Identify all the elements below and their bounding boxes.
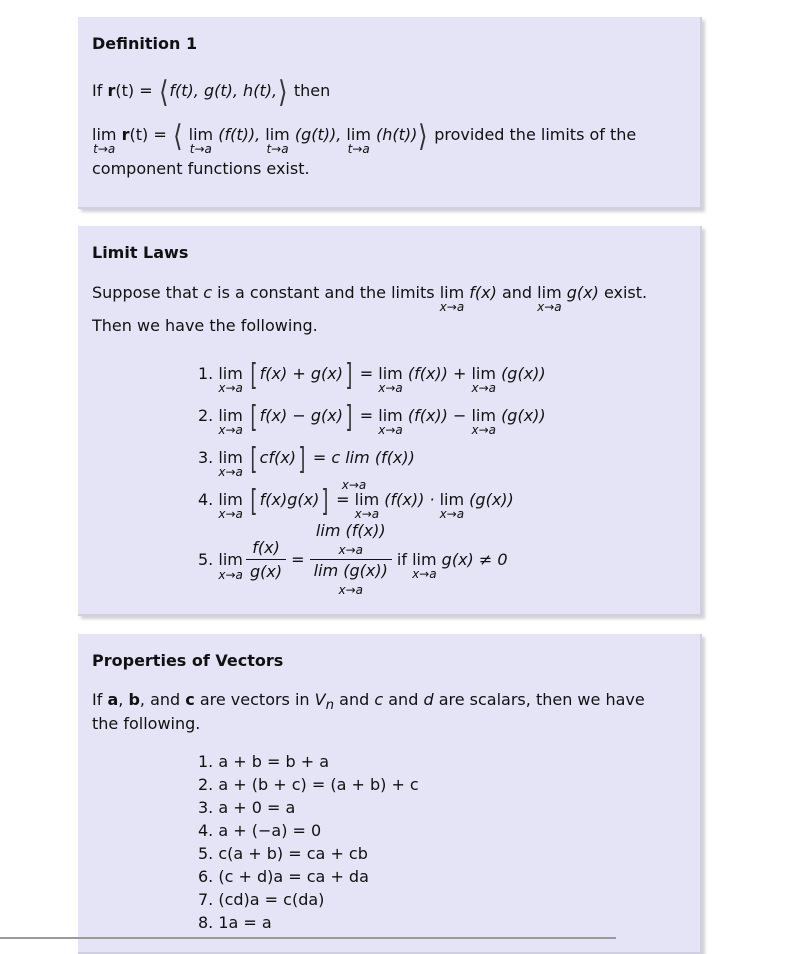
vector-property-3: 3. a + 0 = a — [198, 798, 296, 817]
vector-property-6: 6. (c + d)a = ca + da — [198, 867, 369, 886]
limit-law-1: 1. lim x→a [ f(x) + g(x)] = lim x→a (f(x)) + lim x→a (g(x)) — [198, 358, 546, 395]
definition-box — [78, 17, 702, 209]
vector-property-8: 8. 1a = a — [198, 913, 272, 932]
right-angle-bracket: ⟩ — [278, 75, 288, 110]
limit-laws-intro: Suppose that c is a constant and the limits lim x→a f(x) and lim x→a g(x) exist. — [92, 283, 648, 314]
vectors-intro-2: the following. — [92, 714, 201, 733]
limit-operator: lim x→a — [537, 283, 562, 314]
definition-line-3: component functions exist. — [92, 159, 310, 178]
vectors-title: Properties of Vectors — [92, 651, 284, 670]
limit-laws-box — [78, 226, 702, 616]
right-angle-bracket: ⟩ — [418, 119, 428, 154]
vector-property-5: 5. c(a + b) = ca + cb — [198, 844, 368, 863]
definition-line-2: lim t→a r(t) = ⟨ lim t→a (f(t)), lim t→a (g(t)), lim t→a (h(t))⟩ provided the limits of the — [92, 119, 637, 156]
vector-property-2: 2. a + (b + c) = (a + b) + c — [198, 775, 419, 794]
limit-laws-then: Then we have the following. — [92, 316, 318, 335]
definition-title: Definition 1 — [92, 34, 198, 53]
limit-law-3: 3. lim x→a [ cf(x)] = c lim x→a (f(x)) — [198, 442, 415, 492]
limit-law-4: 4. lim x→a [ f(x)g(x)] = lim x→a (f(x)) · lim x→a (g(x)) — [198, 484, 514, 521]
limit-operator: lim t→a — [346, 125, 371, 156]
limit-laws-title: Limit Laws — [92, 243, 189, 262]
vector-property-4: 4. a + (−a) = 0 — [198, 821, 322, 840]
limit-operator: lim t→a — [92, 125, 117, 156]
vector-property-1: 1. a + b = b + a — [198, 752, 330, 771]
vector-property-7: 7. (cd)a = c(da) — [198, 890, 325, 909]
limit-law-5: 5. lim x→a $\frac{f(x)}{g(x)}$ = lim (f(x)) x→a lim (g(x)) x→a if lim x→a g(x) ≠ 0 — [198, 521, 508, 597]
vectors-box — [78, 634, 702, 954]
bottom-divider — [0, 937, 616, 939]
definition-line-1: If r(t) = ⟨f(t), g(t), h(t),⟩ then — [92, 75, 331, 110]
limit-law-2: 2. lim x→a [ f(x) − g(x)] = lim x→a (f(x)) − lim x→a (g(x)) — [198, 400, 546, 437]
left-angle-bracket: ⟨ — [158, 75, 169, 110]
limit-operator: lim x→a — [439, 283, 465, 314]
limit-operator: lim t→a — [188, 125, 214, 156]
limit-operator: lim t→a — [265, 125, 290, 156]
left-angle-bracket: ⟨ — [172, 119, 183, 154]
vectors-intro-1: If a, b, and c are vectors in $V_n$ and c and d are scalars, then we have — [92, 690, 645, 714]
